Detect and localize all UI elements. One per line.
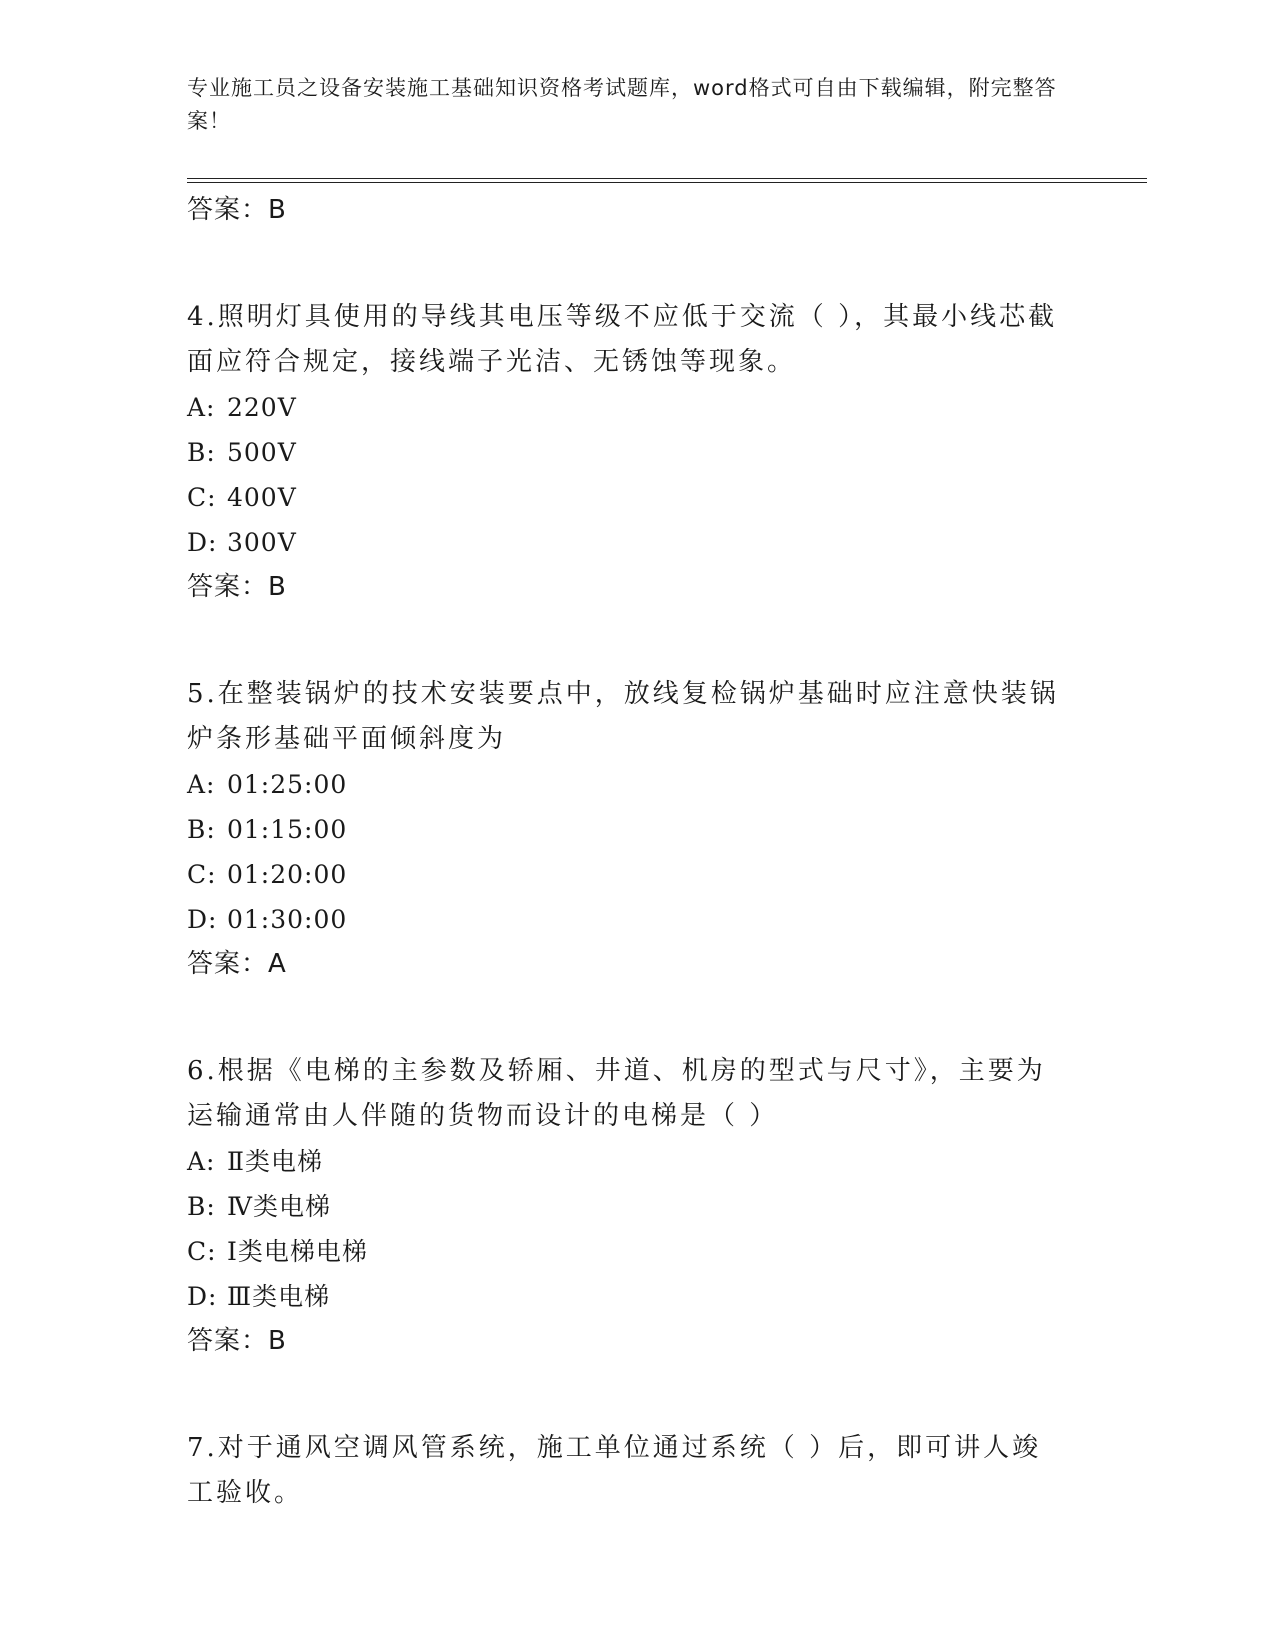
option-d: [187, 1274, 1087, 1319]
question-block: [187, 295, 1087, 607]
option-b: [187, 807, 1087, 852]
option-b: [187, 1184, 1087, 1229]
option-letter: C:: [187, 1237, 217, 1266]
option-letter: A:: [187, 1147, 216, 1176]
option-d: [187, 897, 1087, 942]
option-text: Ⅲ类电梯: [227, 1282, 331, 1311]
header-divider: [187, 178, 1147, 183]
answer-line: 答案：B: [187, 572, 287, 602]
option-letter: D:: [187, 1282, 218, 1311]
option-letter: B:: [187, 815, 216, 844]
option-letter: A:: [187, 770, 216, 799]
option-text: 400V: [227, 483, 297, 512]
option-text: 01:20:00: [227, 860, 348, 889]
answer-line: 答案：B: [187, 195, 287, 225]
option-b: [187, 430, 1087, 475]
question-block: [187, 672, 1087, 984]
document-header: 专业施工员之设备安装施工基础知识资格考试题库，word格式可自由下载编辑，附完整答案！: [187, 76, 1057, 133]
question-block: [187, 1426, 1087, 1516]
document-page: [187, 0, 1147, 1650]
question-text: 6.根据《电梯的主参数及轿厢、井道、机房的型式与尺寸》，主要为运输通常由人伴随的货物而设计的电梯是（ ）: [187, 1056, 1046, 1131]
option-letter: C:: [187, 860, 217, 889]
question-text: 4.照明灯具使用的导线其电压等级不应低于交流（ ），其最小线芯截面应符合规定，接线端子光洁、无锈蚀等现象。: [187, 302, 1058, 377]
option-letter: B:: [187, 1192, 216, 1221]
option-c: [187, 475, 1087, 520]
option-d: [187, 520, 1087, 565]
option-text: 300V: [227, 528, 297, 557]
option-letter: D:: [187, 528, 218, 557]
option-text: Ⅰ类电梯电梯: [227, 1237, 368, 1266]
question-list: [187, 190, 1087, 1516]
question-text: 5.在整装锅炉的技术安装要点中，放线复检锅炉基础时应注意快装锅炉条形基础平面倾斜度为: [187, 679, 1059, 754]
option-text: 01:30:00: [227, 905, 348, 934]
option-a: [187, 762, 1087, 807]
option-text: Ⅱ类电梯: [227, 1147, 323, 1176]
option-letter: B:: [187, 438, 216, 467]
option-text: 01:15:00: [227, 815, 348, 844]
option-text: Ⅳ类电梯: [227, 1192, 331, 1221]
option-text: 01:25:00: [227, 770, 348, 799]
answer-line: 答案：B: [187, 1326, 287, 1356]
question-text: 7.对于通风空调风管系统，施工单位通过系统（ ）后，即可讲人竣工验收。: [187, 1433, 1042, 1508]
option-a: [187, 385, 1087, 430]
option-c: [187, 1229, 1087, 1274]
option-letter: C:: [187, 483, 217, 512]
option-text: 500V: [227, 438, 297, 467]
option-letter: D:: [187, 905, 218, 934]
option-text: 220V: [227, 393, 297, 422]
option-a: [187, 1139, 1087, 1184]
option-letter: A:: [187, 393, 216, 422]
answer-line: 答案：A: [187, 949, 287, 979]
question-block: [187, 1049, 1087, 1361]
option-c: [187, 852, 1087, 897]
